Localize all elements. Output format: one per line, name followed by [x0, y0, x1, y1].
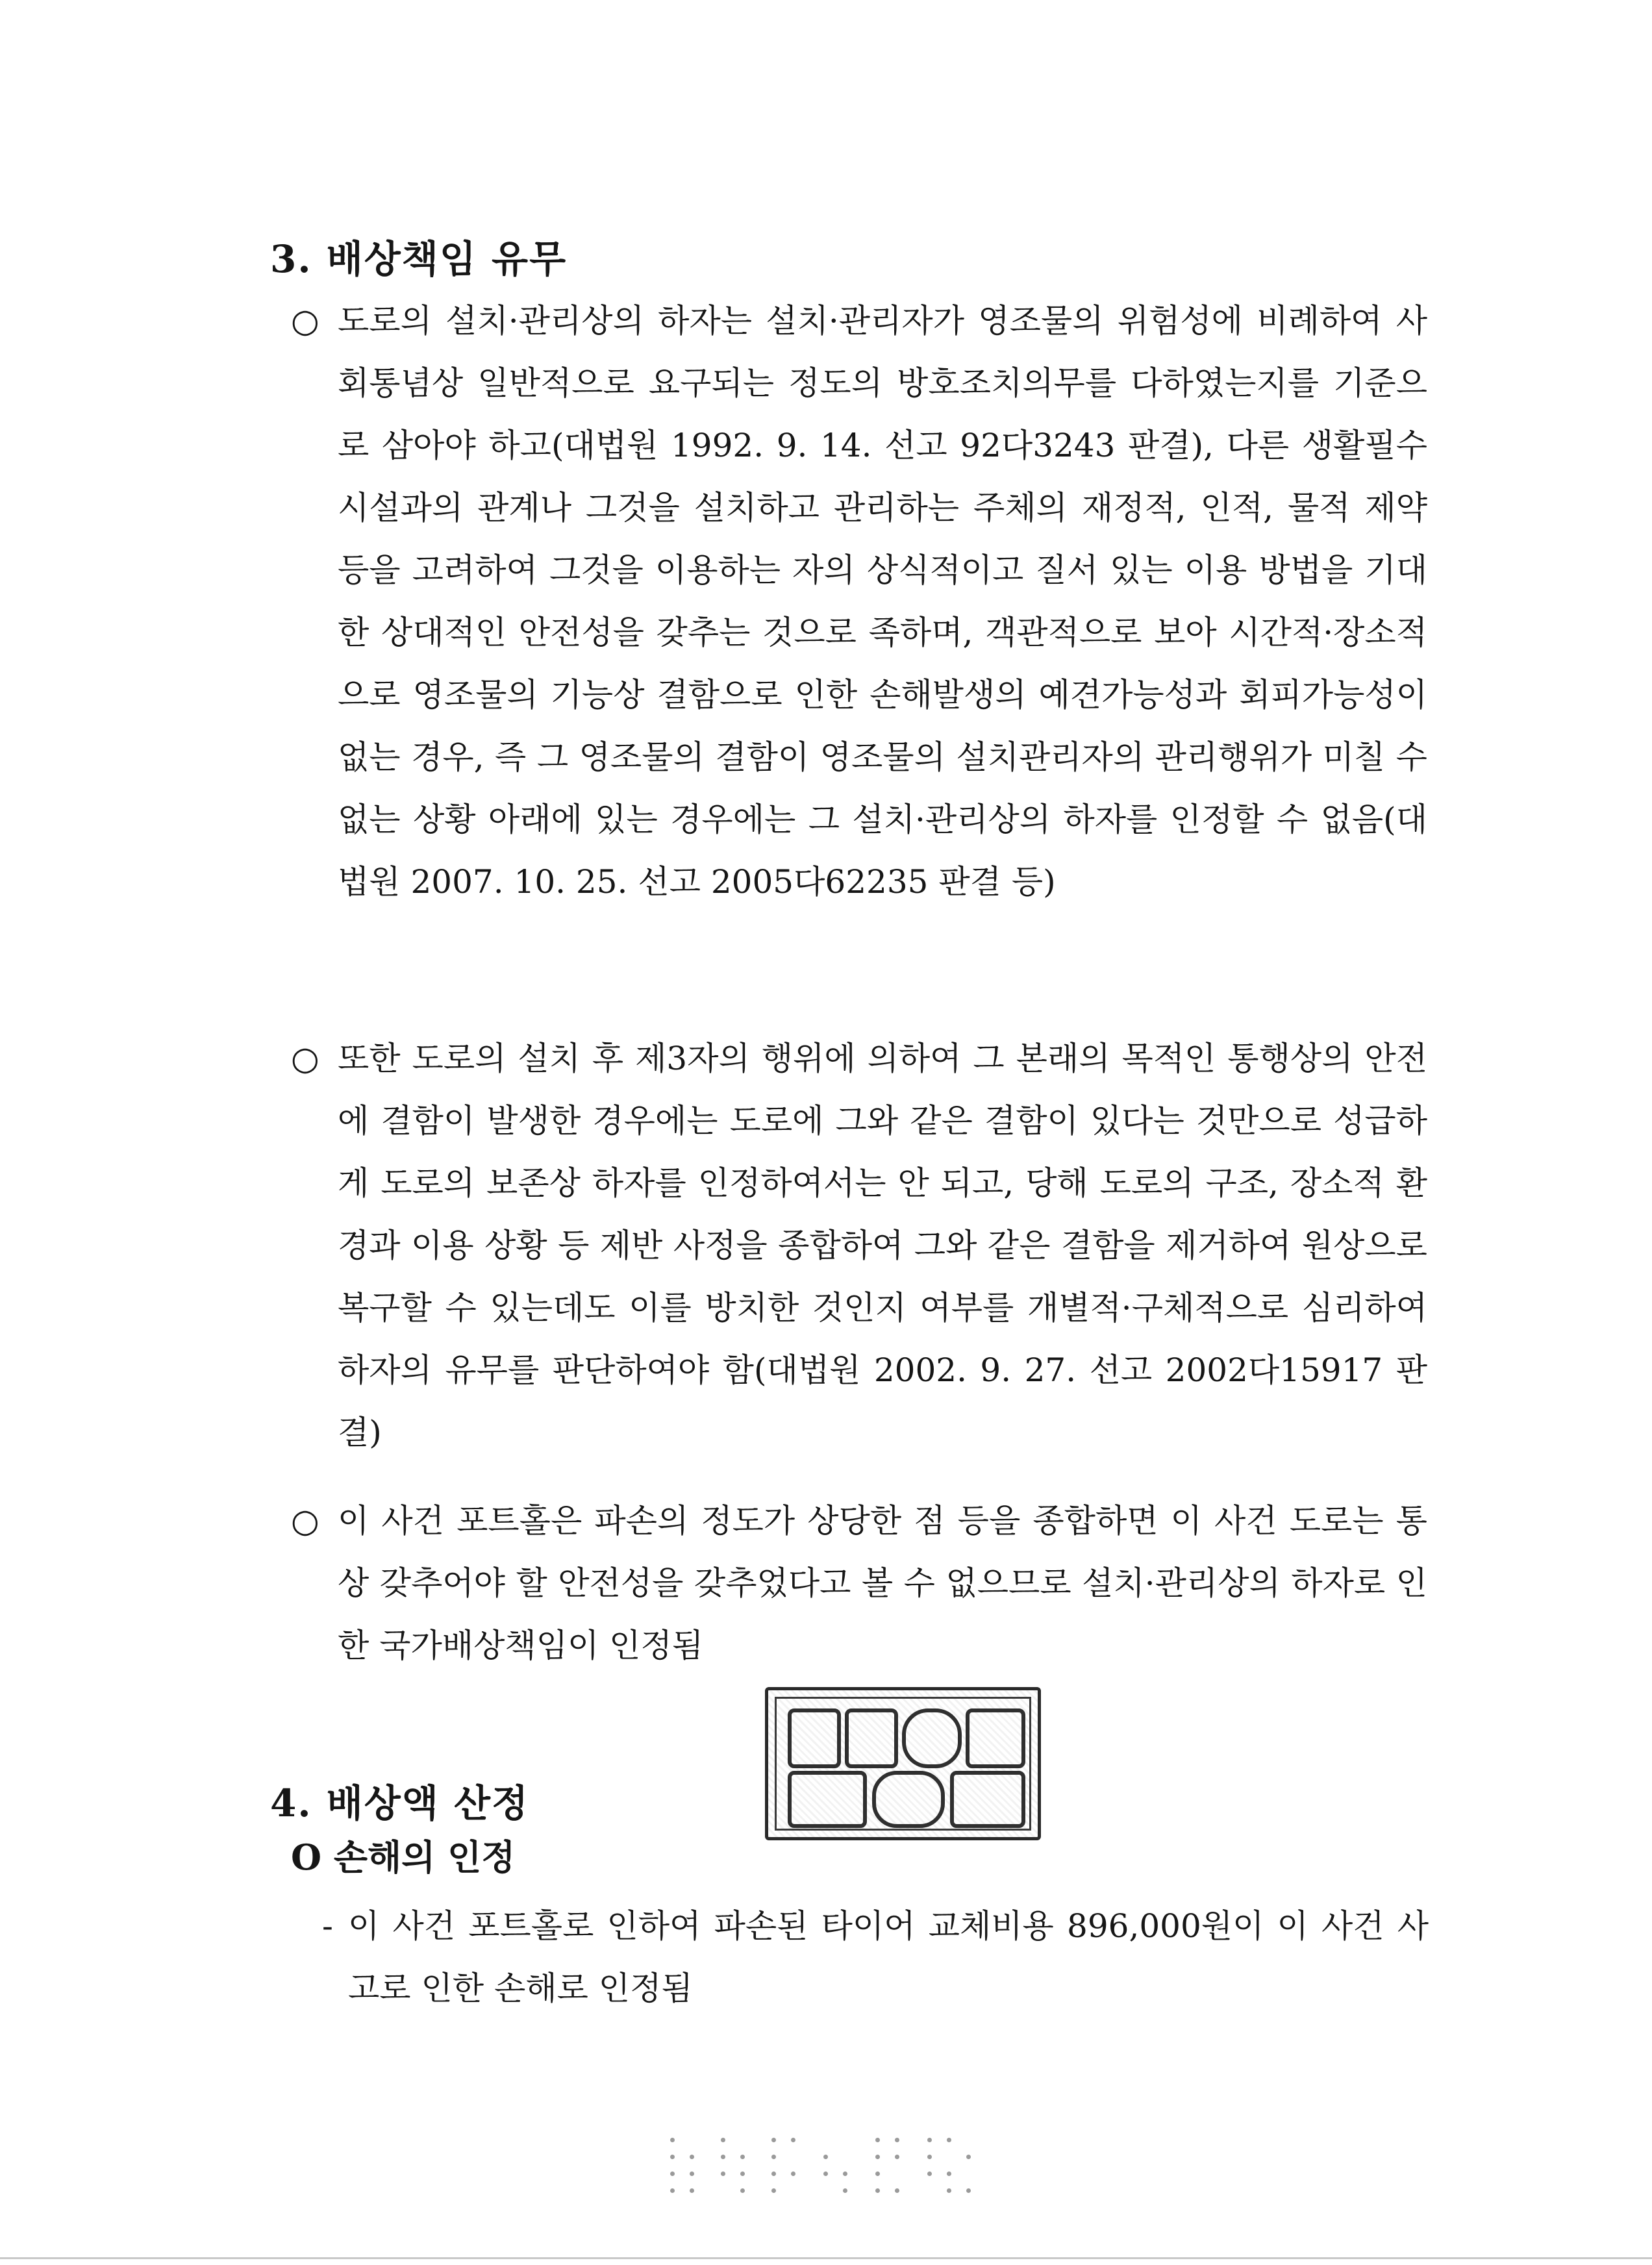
section-3-bullet-2 — [291, 1027, 1427, 1464]
seal-glyph — [845, 1708, 898, 1768]
section-3-bullet-1 — [291, 290, 1427, 913]
page-bottom-edge — [0, 2257, 1652, 2259]
perforation-dots — [664, 2133, 982, 2195]
bullet-text: 이 사건 포트홀은 파손의 정도가 상당한 점 등을 종합하면 이 사건 도로는 통상 갖추어야 할 안전성을 갖추었다고 볼 수 없으므로 설치·관리상의 하자로 인한 국가배상책임이 인정됨 — [338, 1502, 1427, 1664]
dash-bullet-icon: - — [322, 1907, 333, 1945]
circle-bullet-icon: ○ — [291, 1040, 319, 1077]
bullet-text: 또한 도로의 설치 후 제3자의 행위에 의하여 그 본래의 목적인 통행상의 안전에 결함이 발생한 경우에는 도로에 그와 같은 결함이 있다는 것만으로 성급하게 도로의 보존상 하자를 인정하여서는 안 되고, 당해 도로의 구조, 장소적 환경과 이용 상황 등 제반 사정을 종합하여 그와 같은 결함을 제거하여 원상으로 복구할 수 있는데도 이를 방치한 것인지 여부를 개별적·구체적으로 심리하여 하자의 유무를 판단하여야 함(대법원 2002. 9. 27. 선고 2002다15917 판결) — [338, 1040, 1427, 1451]
seal-glyph — [966, 1708, 1025, 1768]
seal-glyph — [788, 1708, 841, 1768]
item-text: 이 사건 포트홀로 인하여 파손된 타이어 교체비용 896,000원이 이 사건 사고로 인한 손해로 인정됨 — [348, 1907, 1429, 2007]
section-3-bullet-3 — [291, 1490, 1427, 1677]
section-4-sub-heading: O 손해의 인정 — [291, 1836, 516, 1878]
section-4-heading: 4. 배상액 산정 — [270, 1781, 530, 1825]
section-4-item-1 — [322, 1895, 1429, 2020]
bullet-text: 도로의 설치·관리상의 하자는 설치·관리자가 영조물의 위험성에 비례하여 사회통념상 일반적으로 요구되는 정도의 방호조치의무를 다하였는지를 기준으로 삼아야 하고(대법원 1992. 9. 14. 선고 92다3243 판결), 다른 생활필수시설과의 관계나 그것을 설치하고 관리하는 주체의 재정적, 인적, 물적 제약 등을 고려하여 그것을 이용하는 자의 상식적이고 질서 있는 이용 방법을 기대한 상대적인 안전성을 갖추는 것으로 족하며, 객관적으로 보아 시간적·장소적으로 영조물의 기능상 결함으로 인한 손해발생의 예견가능성과 회피가능성이 없는 경우, 즉 그 영조물의 결함이 영조물의 설치관리자의 관리행위가 미칠 수 없는 상황 아래에 있는 경우에는 그 설치·관리상의 하자를 인정할 수 없음(대법원 2007. 10. 25. 선고 2005다62235 판결 등) — [338, 302, 1427, 901]
seal-glyph — [950, 1771, 1025, 1828]
circle-bullet-icon: ○ — [291, 302, 319, 340]
circle-bullet-icon: ○ — [291, 1502, 319, 1540]
seal-glyph — [788, 1771, 867, 1828]
section-3-heading: 3. 배상책임 유무 — [270, 237, 568, 281]
seal-glyph — [902, 1708, 962, 1768]
official-seal-stamp — [765, 1687, 1041, 1840]
seal-glyph — [872, 1771, 945, 1828]
